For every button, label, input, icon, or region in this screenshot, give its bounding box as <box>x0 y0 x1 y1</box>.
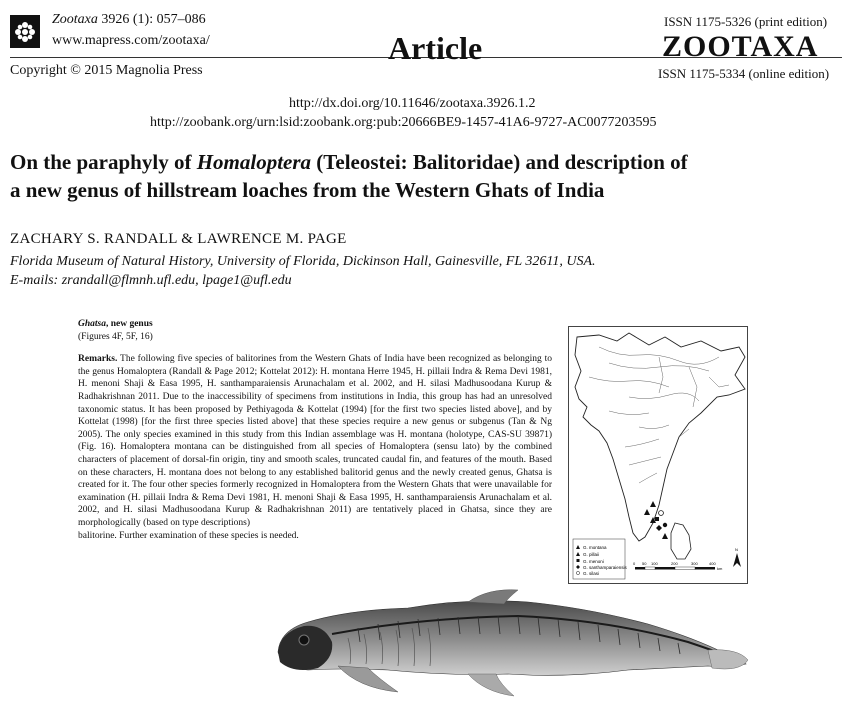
legend-item-5: G. silasi <box>583 571 600 576</box>
author-affiliation: Florida Museum of Natural History, University of Florida, Dickinson Hall, Gainesville, FL 32611, USA. <box>10 254 596 269</box>
india-outline <box>575 333 745 541</box>
title-part2: (Teleostei: Balitoridae) and description of <box>311 150 688 174</box>
sri-lanka-outline <box>671 523 691 559</box>
legend-item-1: G. montana <box>583 545 607 550</box>
journal-url-link[interactable]: www.mapress.com/zootaxa/ <box>52 33 210 48</box>
scale-label-0: 0 <box>633 561 636 566</box>
scale-label-100: 100 <box>651 561 658 566</box>
genus-heading <box>78 318 552 331</box>
scale-label-400: 400 <box>709 561 716 566</box>
author-list: ZACHARY S. RANDALL & LAWRENCE M. PAGE <box>10 231 347 247</box>
paper-title <box>10 148 830 204</box>
figure-references: (Figures 4F, 5F, 16) <box>78 331 153 342</box>
remarks-text: The following five species of balitorines from the Western Ghats of India have been recognized as belonging to the genus Homaloptera (Randall & Page 2012; Kottelat 2012): H. montana Herre 1945, H. pillaii Indra & Rema Devi 1981, H. menoni Shaji & Easa 1995, H. santhamparaiensis Arunachalam et al. 2002, and H. silasi Madhusoodana Kurup & Radhakrishnan 2011. Due to the inaccessibility of specimens from institutions in India, this group has had an unresolved taxonomic status. It has been proposed by Pethiyagoda & Kottelat (1994) [for the first two species listed above], and by Kottelat (1998) [for the first three species listed above] that these species require a new genus or subgenus (Tan & Ng 2005). The only species examined in this study from this Indian assemblage was H. montana (holotype, CAS-SU 39871) (Fig. 16). Homaloptera montana can be distinguished from all species of Homaloptera (sensu lato) by the combined characters of placement of dorsal-fin origin, tiny and smooth scales, truncated caudal fin, and features of the mouth. Based on these characters, H. montana does not belong to any established balitorid genus and the newly created genus, Ghatsa is created for it. The four other species formerly recognized in Homaloptera from the Western Ghats that were unavailable for examination (H. pillaii Indra & Rema Devi 1981, H. menoni Shaji & Easa 1995, H. santhamparaiensis Arunachalam et al. 2002, and H. silasi Madhusoodana Kurup & Radhakrishnan 2011) are tentatively placed in Ghatsa, since they are morphologically (based on type descriptions) <box>78 354 552 528</box>
remarks-label: Remarks. <box>78 354 118 365</box>
journal-citation <box>52 12 206 28</box>
map-legend <box>573 539 628 579</box>
title-part1: On the paraphyly of <box>10 150 197 174</box>
north-label: N <box>735 547 738 552</box>
genus-suffix: , new genus <box>105 319 153 329</box>
issn-online: ISSN 1175-5334 (online edition) <box>658 66 830 81</box>
doi-link[interactable]: http://dx.doi.org/10.11646/zootaxa.3926.1.2 <box>289 96 536 111</box>
scale-label-200: 200 <box>671 561 678 566</box>
journal-name: Zootaxa <box>52 12 98 27</box>
legend-item-2: G. pillaii <box>583 552 600 557</box>
scale-label-50: 50 <box>642 561 647 566</box>
genus-name: Ghatsa <box>78 319 106 329</box>
title-genus: Homaloptera <box>196 150 312 174</box>
journal-issue: 3926 (1): 057–086 <box>101 12 206 27</box>
title-line2: a new genus of hillstream loaches from the Western Ghats of India <box>10 178 605 202</box>
zoobank-link[interactable]: http://zoobank.org/urn:lsid:zoobank.org:pub:20666BE9-1457-41A6-9727-AC0077203595 <box>150 115 657 130</box>
legend-item-4: G. santhamparaiensis <box>583 565 627 570</box>
paper-excerpt <box>78 318 552 542</box>
scale-unit: km <box>717 566 723 571</box>
remarks-paragraph <box>78 353 552 529</box>
legend-item-3: G. menoni <box>583 559 604 564</box>
copyright-notice: Copyright © 2015 Magnolia Press <box>10 63 203 78</box>
fish-radiograph-image <box>268 588 748 704</box>
issn-print: ISSN 1175-5326 (print edition) <box>664 14 828 29</box>
distribution-map <box>568 326 748 584</box>
remarks-last-line: balitorine. Further examination of these species is needed. <box>78 530 299 541</box>
scale-bar <box>633 561 723 571</box>
north-arrow-icon <box>733 547 741 567</box>
scale-label-300: 300 <box>691 561 698 566</box>
author-emails: E-mails: zrandall@flmnh.ufl.edu, lpage1@ufl.edu <box>10 273 292 288</box>
zootaxa-wordmark: ZOOTAXA <box>662 30 819 63</box>
article-type-label: Article <box>388 30 483 66</box>
magnolia-press-logo-icon <box>10 15 40 48</box>
